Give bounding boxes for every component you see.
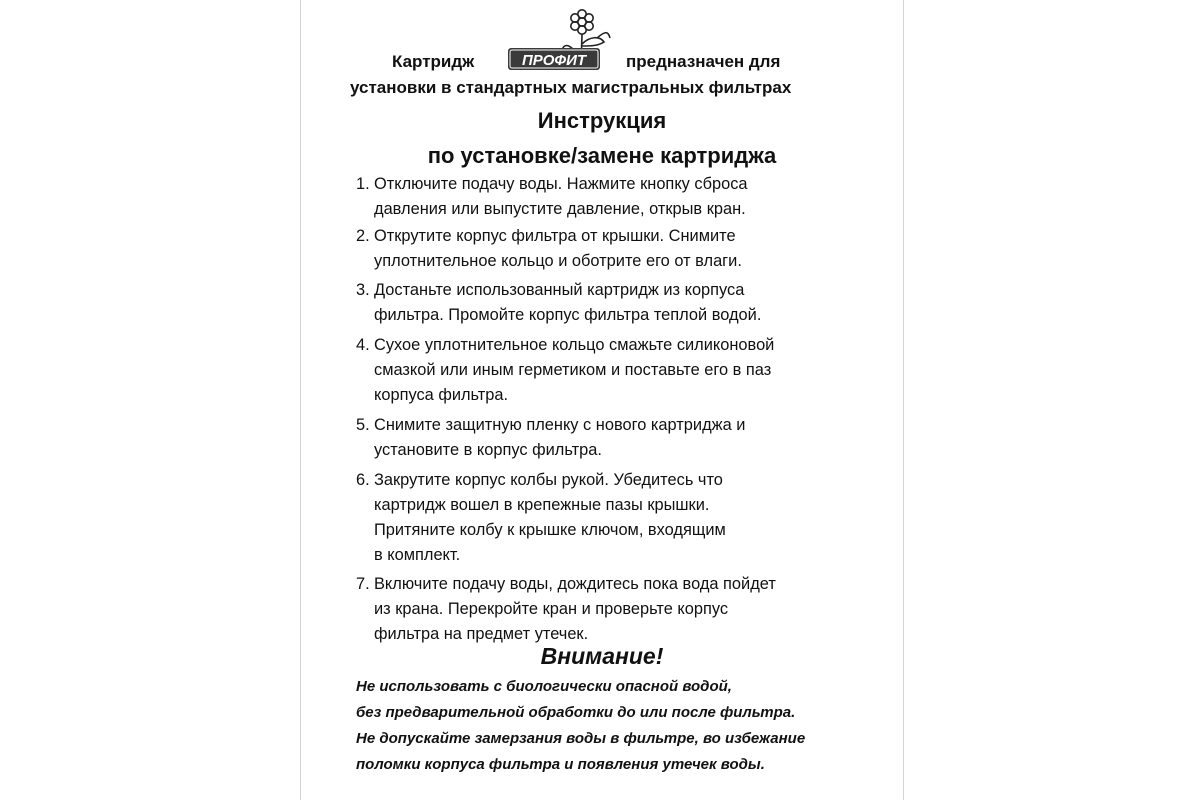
step-3: 3. Достаньте использованный картридж из корпуса фильтра. Промойте корпус фильтра теплой водой.: [356, 281, 762, 324]
step-1: 1. Отключите подачу воды. Нажмите кнопку сброса давления или выпустите давление, открыв кран.: [356, 175, 748, 218]
step-4: 4. Сухое уплотнительное кольцо смажьте силиконовой смазкой или иным герметиком и поставьте его в паз корпуса фильтра.: [356, 336, 775, 404]
warning-line: без предварительной обработки до или после фильтра.: [356, 704, 796, 721]
step-5: 5. Снимите защитную пленку с нового картриджа и установите в корпус фильтра.: [356, 416, 746, 459]
header-cartridge-word: Картридж: [392, 52, 475, 71]
header-install-text: установки в стандартных магистральных фильтрах: [350, 78, 792, 97]
warning-line: поломки корпуса фильтра и появления утечек воды.: [356, 756, 765, 773]
page-subtitle: по установке/замене картриджа: [427, 143, 777, 168]
brand-logo: [504, 8, 622, 76]
step-2: 2. Открутите корпус фильтра от крышки. Снимите уплотнительное кольцо и оботрите его от влаги.: [356, 227, 742, 270]
svg-text:ПРОФИТ: ПРОФИТ: [521, 52, 587, 69]
instruction-steps: [356, 172, 904, 647]
warning-line: Не использовать с биологически опасной водой,: [356, 678, 732, 695]
flower-icon: [562, 10, 610, 54]
step-6: 6. Закрутите корпус колбы рукой. Убедитесь что картридж вошел в крепежные пазы крышки. Притяните колбу к крышке ключом, входящим в комплект.: [356, 471, 726, 564]
warning-title: Внимание!: [540, 643, 664, 669]
warning-text: [356, 674, 805, 778]
step-7: 7. Включите подачу воды, дождитесь пока вода пойдет из крана. Перекройте кран и проверьте корпус фильтра на предмет утечек.: [356, 575, 776, 643]
page-title: Инструкция: [537, 108, 667, 133]
warning-line: Не допускайте замерзания воды в фильтре, во избежание: [356, 730, 806, 747]
brand-wordmark: [508, 48, 600, 70]
header-purpose-text: предназначен для: [626, 52, 781, 71]
